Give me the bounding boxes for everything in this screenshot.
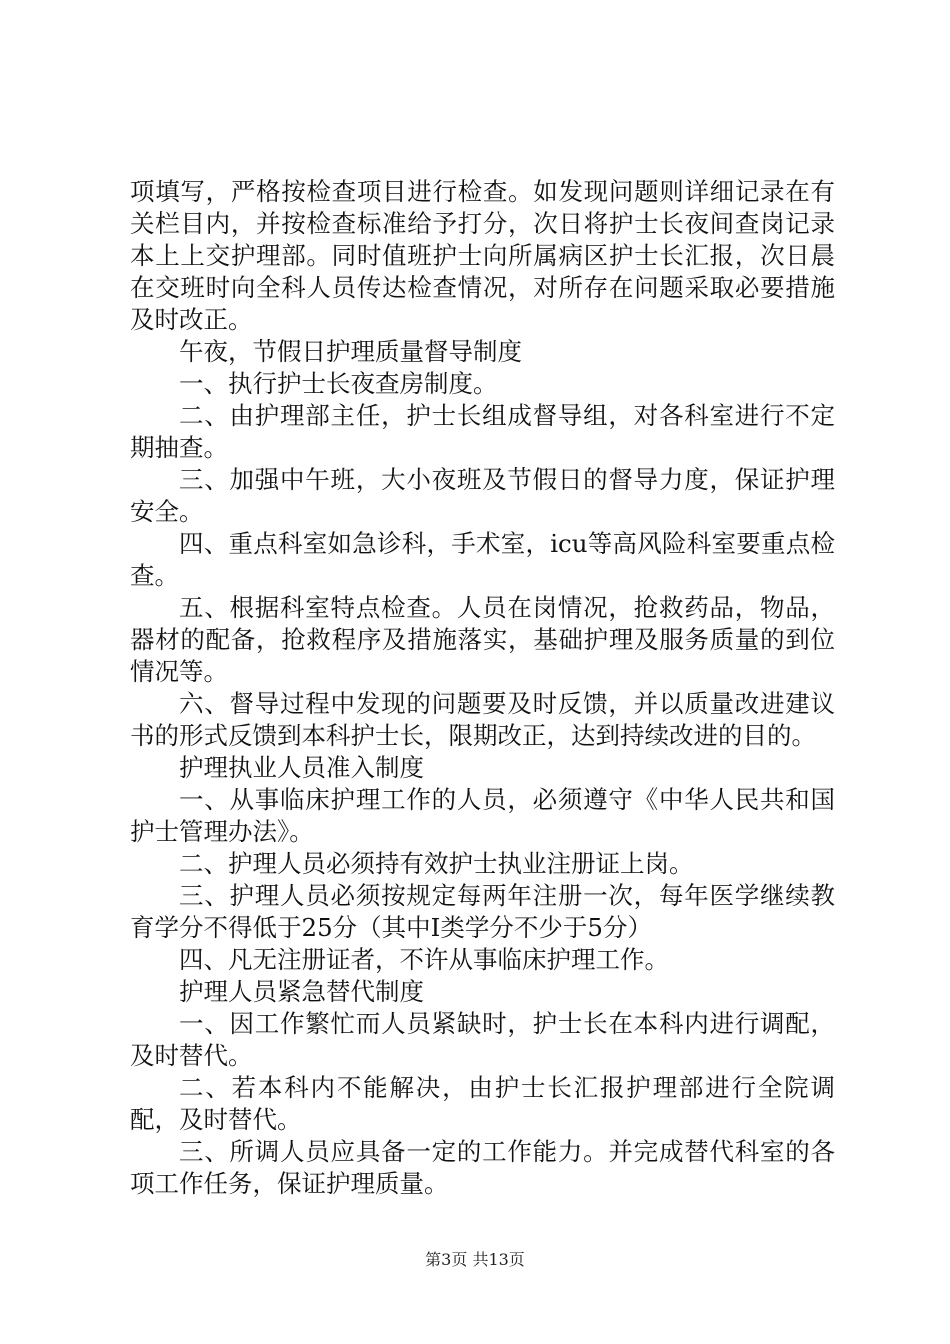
paragraph: 一、执行护士长夜查房制度。 xyxy=(179,369,498,398)
section-heading: 护理执业人员准入制度 xyxy=(179,753,424,782)
paragraph: 一、因工作繁忙而人员紧缺时，护士长在本科内进行调配，及时替代。 xyxy=(130,1009,835,1070)
paragraph: 二、若本科内不能解决，由护士长汇报护理部进行全院调配，及时替代。 xyxy=(130,1073,835,1134)
section-heading: 护理人员紧急替代制度 xyxy=(179,977,424,1006)
paragraph: 三、护理人员必须按规定每两年注册一次，每年医学继续教育学分不得低于25分（其中Ⅰ类学分不少于5分） xyxy=(130,881,835,942)
paragraph: 一、从事临床护理工作的人员，必须遵守《中华人民共和国护士管理办法》。 xyxy=(130,785,835,846)
paragraph: 二、护理人员必须持有效护士执业注册证上岗。 xyxy=(179,849,694,878)
section-heading: 午夜，节假日护理质量督导制度 xyxy=(179,337,522,366)
paragraph: 三、加强中午班，大小夜班及节假日的督导力度，保证护理安全。 xyxy=(130,465,835,526)
page-footer: 第3页 共13页 xyxy=(425,1250,525,1269)
paragraph: 二、由护理部主任，护士长组成督导组，对各科室进行不定期抽查。 xyxy=(130,401,835,462)
paragraph: 六、督导过程中发现的问题要及时反馈，并以质量改进建议书的形式反馈到本科护士长，限期改正，达到持续改进的目的。 xyxy=(130,689,835,750)
paragraph: 五、根据科室特点检查。人员在岗情况，抢救药品，物品，器材的配备，抢救程序及措施落实，基础护理及服务质量的到位情况等。 xyxy=(130,593,835,686)
paragraph: 四、凡无注册证者，不许从事临床护理工作。 xyxy=(179,945,669,974)
document-body xyxy=(130,176,835,1200)
paragraph: 三、所调人员应具备一定的工作能力。并完成替代科室的各项工作任务，保证护理质量。 xyxy=(130,1137,835,1198)
paragraph: 项填写，严格按检查项目进行检查。如发现问题则详细记录在有关栏目内，并按检查标准给予打分，次日将护士长夜间查岗记录本上上交护理部。同时值班护士向所属病区护士长汇报，次日晨在交班时向全科人员传达检查情况，对所存在问题采取必要措施及时改正。 xyxy=(130,177,835,334)
paragraph: 四、重点科室如急诊科，手术室，icu等高风险科室要重点检查。 xyxy=(130,529,835,590)
